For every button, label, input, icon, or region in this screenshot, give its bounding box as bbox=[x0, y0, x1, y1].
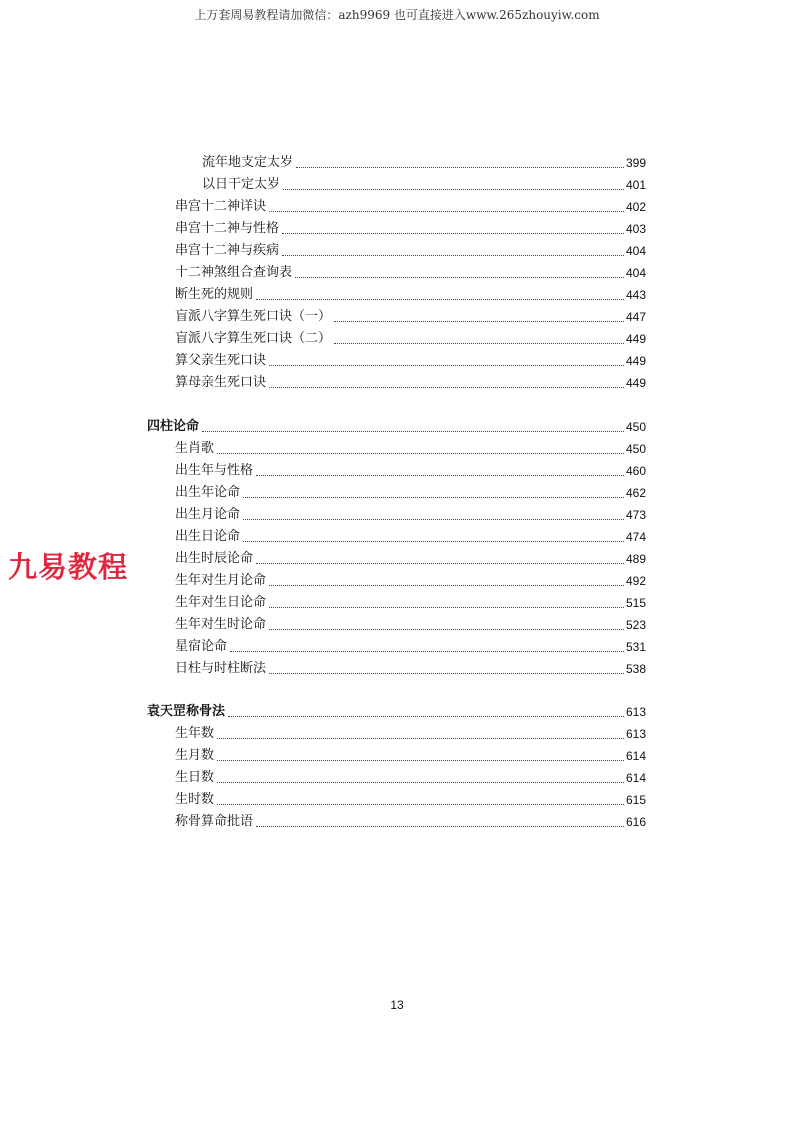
toc-entry-title: 出生年论命 bbox=[175, 485, 241, 500]
toc-entry-title: 生时数 bbox=[175, 792, 215, 807]
toc-section-entry[interactable] bbox=[147, 700, 646, 720]
toc-entry-page: 462 bbox=[625, 486, 646, 500]
toc-entry[interactable] bbox=[175, 788, 646, 808]
dot-leader bbox=[217, 804, 624, 805]
toc-entry-page: 523 bbox=[625, 618, 646, 632]
toc-entry-title: 以日干定太岁 bbox=[202, 177, 281, 192]
toc-entry[interactable] bbox=[175, 613, 646, 633]
dot-leader bbox=[269, 387, 624, 388]
toc-entry-page: 401 bbox=[625, 178, 646, 192]
toc-entry-title: 生年对生月论命 bbox=[175, 573, 267, 588]
toc-entry[interactable] bbox=[175, 459, 646, 479]
dot-leader bbox=[217, 738, 624, 739]
dot-leader bbox=[217, 782, 624, 783]
toc-entry-page: 403 bbox=[625, 222, 646, 236]
toc-entry-page: 615 bbox=[625, 793, 646, 807]
toc-entry[interactable] bbox=[202, 151, 646, 171]
toc-entry[interactable] bbox=[175, 283, 646, 303]
toc-entry[interactable] bbox=[175, 569, 646, 589]
toc-entry[interactable] bbox=[175, 349, 646, 369]
dot-leader bbox=[217, 453, 624, 454]
toc-entry-page: 489 bbox=[625, 552, 646, 566]
dot-leader bbox=[282, 233, 624, 234]
dot-leader bbox=[269, 211, 624, 212]
dot-leader bbox=[243, 519, 624, 520]
toc-entry-page: 531 bbox=[625, 640, 646, 654]
toc-entry-page: 449 bbox=[625, 354, 646, 368]
toc-entry-page: 450 bbox=[625, 442, 646, 456]
toc-entry-title: 串宫十二神详诀 bbox=[175, 199, 267, 214]
dot-leader bbox=[202, 431, 624, 432]
toc-entry-page: 443 bbox=[625, 288, 646, 302]
toc-entry-title: 断生死的规则 bbox=[175, 287, 254, 302]
toc-entry-page: 447 bbox=[625, 310, 646, 324]
dot-leader bbox=[295, 277, 624, 278]
dot-leader bbox=[217, 760, 624, 761]
toc-entry-title: 出生月论命 bbox=[175, 507, 241, 522]
toc-entry[interactable] bbox=[175, 261, 646, 281]
toc-entry-title: 日柱与时柱断法 bbox=[175, 661, 267, 676]
dot-leader bbox=[269, 673, 624, 674]
toc-entry-title: 生年对生时论命 bbox=[175, 617, 267, 632]
toc-section-entry[interactable] bbox=[147, 415, 646, 435]
toc-entry-title: 生月数 bbox=[175, 748, 215, 763]
toc-entry-page: 515 bbox=[625, 596, 646, 610]
page-number: 13 bbox=[390, 998, 404, 1012]
toc-entry-page: 449 bbox=[625, 376, 646, 390]
toc-entry-title: 串宫十二神与性格 bbox=[175, 221, 280, 236]
toc-entry[interactable] bbox=[175, 239, 646, 259]
dot-leader bbox=[334, 321, 624, 322]
toc-entry[interactable] bbox=[175, 305, 646, 325]
toc-entry[interactable] bbox=[202, 173, 646, 193]
toc-entry-page: 613 bbox=[625, 727, 646, 741]
toc-entry-title: 串宫十二神与疾病 bbox=[175, 243, 280, 258]
toc-entry[interactable] bbox=[175, 195, 646, 215]
toc-entry-title: 流年地支定太岁 bbox=[202, 155, 294, 170]
toc-entry[interactable] bbox=[175, 503, 646, 523]
toc-entry-page: 613 bbox=[625, 705, 646, 719]
toc-entry-page: 492 bbox=[625, 574, 646, 588]
toc-entry-title: 十二神煞组合查询表 bbox=[175, 265, 293, 280]
toc-entry-title: 盲派八字算生死口诀（二） bbox=[175, 331, 332, 346]
toc-entry-page: 473 bbox=[625, 508, 646, 522]
toc-entry-page: 474 bbox=[625, 530, 646, 544]
toc-entry-title: 生肖歌 bbox=[175, 441, 215, 456]
dot-leader bbox=[269, 629, 624, 630]
toc-entry[interactable] bbox=[175, 635, 646, 655]
dot-leader bbox=[228, 716, 624, 717]
dot-leader bbox=[256, 563, 624, 564]
toc-entry-page: 399 bbox=[625, 156, 646, 170]
toc-entry-page: 616 bbox=[625, 815, 646, 829]
toc-entry-title: 盲派八字算生死口诀（一） bbox=[175, 309, 332, 324]
toc-entry-page: 614 bbox=[625, 749, 646, 763]
toc-entry[interactable] bbox=[175, 217, 646, 237]
dot-leader bbox=[269, 607, 624, 608]
toc-entry-title: 生年对生日论命 bbox=[175, 595, 267, 610]
toc-entry[interactable] bbox=[175, 591, 646, 611]
toc-entry[interactable] bbox=[175, 547, 646, 567]
toc-entry-title: 算母亲生死口诀 bbox=[175, 375, 267, 390]
toc-entry[interactable] bbox=[175, 657, 646, 677]
dot-leader bbox=[269, 585, 624, 586]
page-header-text: 上万套周易教程请加微信：azh9969 也可直接进入www.265zhouyiw.com bbox=[194, 8, 600, 22]
toc-entry-page: 404 bbox=[625, 244, 646, 258]
toc-entry[interactable] bbox=[175, 437, 646, 457]
dot-leader bbox=[230, 651, 624, 652]
dot-leader bbox=[243, 541, 624, 542]
dot-leader bbox=[256, 826, 624, 827]
toc-entry-title: 生日数 bbox=[175, 770, 215, 785]
toc-entry[interactable] bbox=[175, 371, 646, 391]
toc-entry-title: 出生日论命 bbox=[175, 529, 241, 544]
toc-entry-page: 460 bbox=[625, 464, 646, 478]
dot-leader bbox=[282, 255, 624, 256]
toc-entry-title: 称骨算命批语 bbox=[175, 814, 254, 829]
toc-entry[interactable] bbox=[175, 766, 646, 786]
dot-leader bbox=[256, 299, 624, 300]
toc-entry-title: 生年数 bbox=[175, 726, 215, 741]
dot-leader bbox=[256, 475, 624, 476]
dot-leader bbox=[269, 365, 624, 366]
toc-entry-page: 450 bbox=[625, 420, 646, 434]
toc-entry-title: 出生时辰论命 bbox=[175, 551, 254, 566]
dot-leader bbox=[296, 167, 624, 168]
toc-entry-page: 449 bbox=[625, 332, 646, 346]
toc-entry[interactable] bbox=[175, 481, 646, 501]
toc-entry-title: 出生年与性格 bbox=[175, 463, 254, 478]
toc-entry[interactable] bbox=[175, 327, 646, 347]
toc-entry-title: 星宿论命 bbox=[175, 639, 228, 654]
dot-leader bbox=[243, 497, 624, 498]
dot-leader bbox=[283, 189, 624, 190]
toc-entry-title: 算父亲生死口诀 bbox=[175, 353, 267, 368]
dot-leader bbox=[334, 343, 624, 344]
toc-entry[interactable] bbox=[175, 722, 646, 742]
toc-entry-title: 四柱论命 bbox=[147, 419, 200, 434]
toc-entry-page: 538 bbox=[625, 662, 646, 676]
toc-entry-page: 402 bbox=[625, 200, 646, 214]
toc-entry[interactable] bbox=[175, 744, 646, 764]
toc-entry-page: 404 bbox=[625, 266, 646, 280]
toc-entry[interactable] bbox=[175, 810, 646, 830]
toc-entry-title: 袁天罡称骨法 bbox=[147, 704, 226, 719]
watermark-logo: 九易教程 bbox=[8, 550, 129, 584]
toc-entry[interactable] bbox=[175, 525, 646, 545]
toc-entry-page: 614 bbox=[625, 771, 646, 785]
